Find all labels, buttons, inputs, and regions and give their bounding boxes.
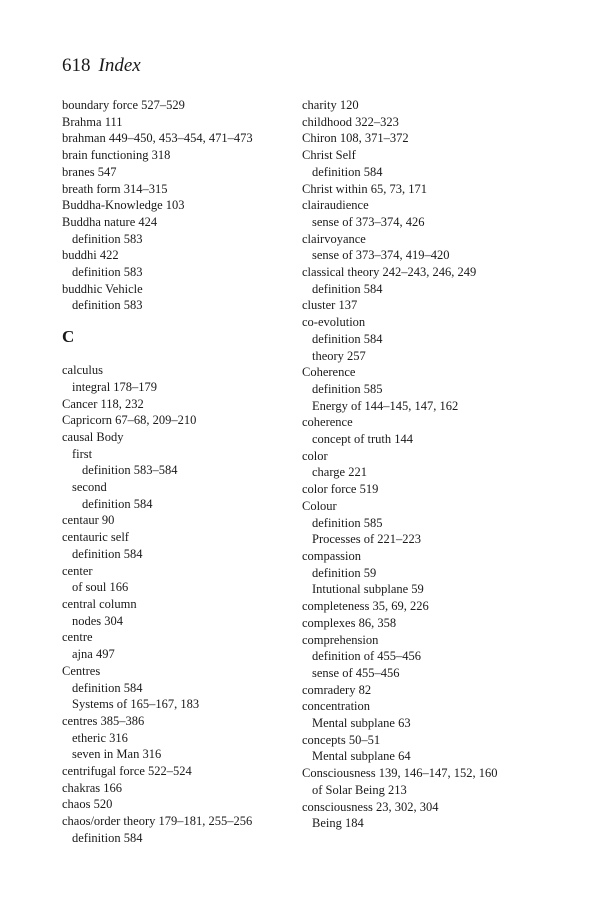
index-subentry: of soul 166 (72, 580, 129, 595)
index-entry: comradery 82 (302, 682, 372, 697)
index-entry: compassion (302, 548, 362, 563)
index-letter-heading: C (62, 327, 75, 347)
index-subentry: definition 583–584 (82, 463, 178, 478)
index-entry: centauric self (62, 530, 129, 545)
index-subentry: definition 583 (72, 298, 143, 313)
running-header (62, 54, 141, 78)
index-subentry: Mental subplane 64 (312, 749, 411, 764)
index-entry: chaos/order theory 179–181, 255–256 (62, 814, 253, 829)
index-entry: Centres (62, 663, 101, 678)
index-subentry: sense of 455–456 (312, 665, 400, 680)
index-entry: clairaudience (302, 198, 369, 213)
index-entry: centre (62, 630, 93, 645)
index-subentry: Systems of 165–167, 183 (72, 697, 200, 712)
index-entry: clairvoyance (302, 231, 366, 246)
index-entry: boundary force 527–529 (62, 98, 185, 112)
index-entry: charity 120 (302, 98, 359, 112)
index-column-right (302, 97, 552, 832)
index-entry: calculus (62, 363, 103, 378)
index-subentry: definition 584 (72, 830, 143, 845)
index-subentry: etheric 316 (72, 730, 128, 745)
index-subentry: theory 257 (312, 348, 366, 363)
index-entry: cluster 137 (302, 298, 358, 313)
index-entry: Brahma 111 (62, 114, 123, 129)
index-entry: centres 385–386 (62, 713, 145, 728)
index-entry: Colour (302, 498, 337, 513)
index-entry: centrifugal force 522–524 (62, 764, 192, 779)
index-subentry: definition 584 (312, 281, 383, 296)
index-subentry: definition 583 (72, 231, 143, 246)
index-entry: color (302, 448, 328, 463)
index-subentry: definition 583 (72, 265, 143, 280)
index-subentry: definition 585 (312, 515, 383, 530)
index-subentry: definition 584 (72, 680, 143, 695)
index-entry: Coherence (302, 365, 356, 380)
index-entry: classical theory 242–243, 246, 249 (302, 265, 477, 280)
index-subentry: integral 178–179 (72, 379, 158, 394)
index-entry: Christ within 65, 73, 171 (302, 181, 428, 196)
index-entry: coherence (302, 415, 353, 430)
index-entry: concepts 50–51 (302, 732, 381, 747)
index-subentry: sense of 373–374, 419–420 (312, 248, 450, 263)
index-entry: Cancer 118, 232 (62, 396, 144, 411)
index-entry: breath form 314–315 (62, 181, 168, 196)
index-entry: buddhi 422 (62, 248, 119, 263)
index-subentry: definition 584 (72, 546, 143, 561)
index-entry: completeness 35, 69, 226 (302, 599, 429, 614)
index-entry: causal Body (62, 429, 124, 444)
index-entry: chakras 166 (62, 780, 123, 795)
index-entry: branes 547 (62, 164, 117, 179)
index-subentry: nodes 304 (72, 613, 124, 628)
running-title: Index (98, 55, 141, 76)
index-entry: Buddha-Knowledge 103 (62, 198, 185, 213)
index-entry: co-evolution (302, 315, 366, 330)
index-entry: Capricorn 67–68, 209–210 (62, 413, 197, 428)
index-entry: centaur 90 (62, 513, 115, 528)
index-subentry: definition of 455–456 (312, 649, 422, 664)
index-subentry: definition 584 (312, 164, 383, 179)
index-subentry: Mental subplane 63 (312, 716, 411, 731)
index-entry: concentration (302, 699, 371, 714)
index-entry: brahman 449–450, 453–454, 471–473 (62, 131, 253, 146)
index-entry: childhood 322–323 (302, 114, 399, 129)
index-subentry: Intutional subplane 59 (312, 582, 424, 597)
index-entry: consciousness 23, 302, 304 (302, 799, 439, 814)
index-entry: complexes 86, 358 (302, 615, 397, 630)
index-subentry: first (72, 446, 93, 461)
index-column-left (62, 97, 312, 847)
index-entry: brain functioning 318 (62, 148, 171, 163)
index-subentry: concept of truth 144 (312, 432, 414, 447)
index-subentry: definition 584 (312, 331, 383, 346)
index-subentry: of Solar Being 213 (312, 782, 407, 797)
page-number: 618 (62, 55, 91, 76)
index-entry: comprehension (302, 632, 379, 647)
index-entry: Chiron 108, 371–372 (302, 131, 409, 146)
index-subentry: ajna 497 (72, 647, 115, 662)
index-subentry: definition 59 (312, 565, 377, 580)
index-entry: chaos 520 (62, 797, 113, 812)
index-subentry: second (72, 480, 107, 495)
index-subentry: definition 585 (312, 381, 383, 396)
index-subentry: Processes of 221–223 (312, 532, 422, 547)
index-subentry: sense of 373–374, 426 (312, 214, 425, 229)
index-entry: central column (62, 596, 137, 611)
index-entry: buddhic Vehicle (62, 281, 143, 296)
index-entry: Buddha nature 424 (62, 214, 158, 229)
index-entry: Christ Self (302, 148, 356, 163)
index-subentry: Being 184 (312, 816, 364, 831)
index-subentry: definition 584 (82, 496, 153, 511)
index-subentry: Energy of 144–145, 147, 162 (312, 398, 459, 413)
index-subentry: charge 221 (312, 465, 367, 480)
index-entry: Consciousness 139, 146–147, 152, 160 (302, 766, 498, 781)
index-entry: color force 519 (302, 482, 379, 497)
index-entry: center (62, 563, 93, 578)
index-subentry: seven in Man 316 (72, 747, 162, 762)
